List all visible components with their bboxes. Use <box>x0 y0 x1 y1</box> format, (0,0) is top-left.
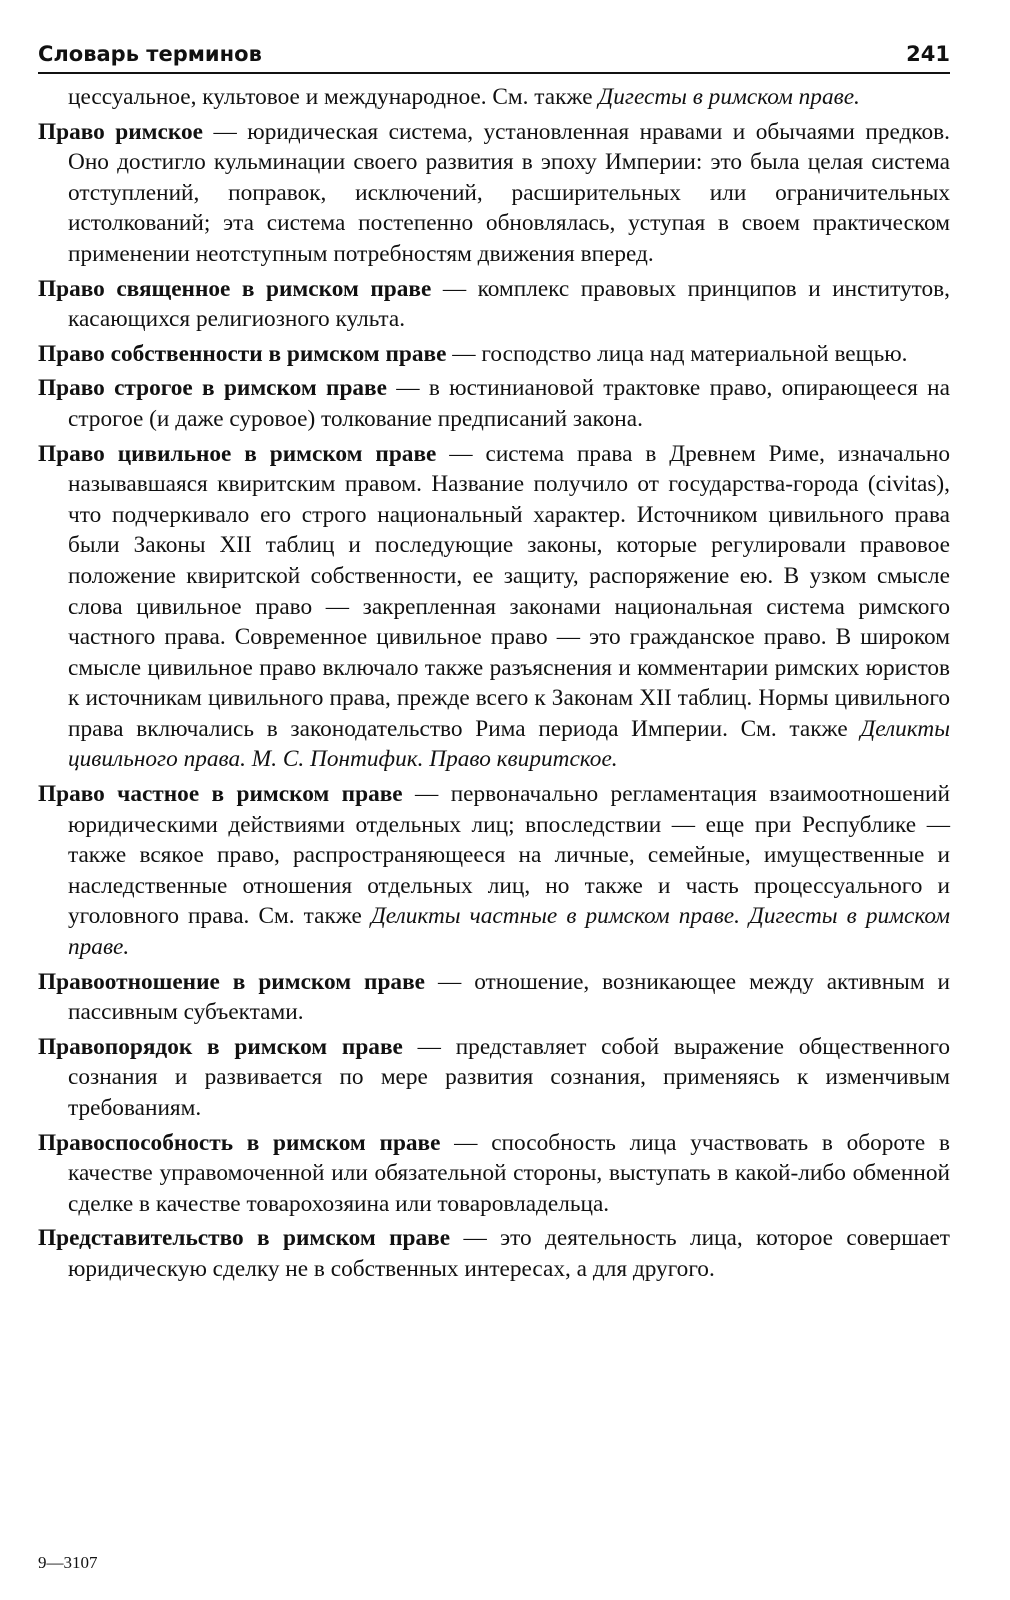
entry-text: цессуальное, культовое и международное. См. также <box>68 84 599 110</box>
entry-term: Представительство в римском праве <box>38 1225 451 1252</box>
cross-reference: Деликты частные в римском праве. Дигесты в римском праве. <box>68 903 950 961</box>
dictionary-page <box>38 40 950 1289</box>
glossary-entry <box>38 274 950 335</box>
running-head <box>38 40 950 74</box>
glossary-entry <box>38 339 950 370</box>
entry-text: — комплекс правовых принципов и институтов, касающихся религиозного культа. <box>68 275 950 333</box>
entry-term: Право собственности в римском праве <box>38 340 447 367</box>
entry-term: Правопорядок в римском праве <box>38 1033 403 1060</box>
glossary-entry <box>38 967 950 1028</box>
glossary-entry <box>38 1223 950 1284</box>
entry-term: Право священное в римском праве <box>38 275 432 302</box>
glossary-entry <box>38 779 950 963</box>
entry-text: — система права в Древнем Риме, изначально называвшаяся квиритским правом. Название получило от государства-города (civitas), что подчеркивало его строго национальный характер. Источником цивильного права были Законы XII таблиц и последующие законы, которые регулировали правовое положение квиритской собственности, ее защиту, распоряжение ею. В узком смысле слова цивильное право — закрепленная законами национальная система римского частного права. Современное цивильное право — это гражданское право. В широком смысле цивильное право включало также разъяснения и комментарии римских юристов к источникам цивильного права, прежде всего к Законам XII таблиц. Нормы цивильного права включались в законодательство Рима периода Империи. См. также <box>68 440 950 742</box>
glossary-body <box>38 82 950 1285</box>
continued-entry <box>38 82 950 113</box>
glossary-entry <box>38 1032 950 1124</box>
entry-text: — господство лица над материальной вещью. <box>446 340 908 367</box>
glossary-entry <box>38 373 950 434</box>
entry-term: Правоотношение в римском праве <box>38 968 426 995</box>
entry-text: — отношение, возникающее между активным и пассивным субъектами. <box>68 968 950 1026</box>
entry-term: Правоспособность в римском праве <box>38 1129 441 1156</box>
entry-term: Право римское <box>38 118 203 145</box>
page-number: 241 <box>906 42 950 66</box>
entry-text: — в юстиниановой трактовке право, опирающееся на строгое (и даже суровое) толкование предписаний закона. <box>68 375 950 432</box>
entry-text: — представляет собой выражение общественного сознания и развивается по мере развития сознания, применяясь к изменчивым требованиям. <box>68 1033 950 1121</box>
entry-text: — юридическая система, установленная нравами и обычаями предков. Оно достигло кульминации своего развития в эпоху Империи: это была целая система отступлений, поправок, исключений, расширительных или ограничительных истолкований; эта система постепенно обновлялась, уступая в своем практическом применении неотступным потребностям движения вперед. <box>68 118 950 267</box>
glossary-entry <box>38 117 950 270</box>
cross-reference: Деликты цивильного права. М. С. Понтифик. Право квиритское. <box>68 715 950 773</box>
entry-term: Право строгое в римском праве <box>38 375 387 402</box>
cross-reference: Дигесты в римском праве. <box>598 84 860 110</box>
entry-text: — это деятельность лица, которое совершает юридическую сделку не в собственных интересах, а для другого. <box>68 1225 950 1282</box>
entry-term: Право частное в римском праве <box>38 781 403 808</box>
entry-text: — первоначально регламентация взаимоотношений юридическими действиями отдельных лиц; впоследствии — еще при Республике — также всякое право, распространяющееся на личные, семейные, имущественные и наследственные отношения отдельных лиц, но также и часть процессуального и уголовного права. См. также <box>68 781 950 930</box>
glossary-entry <box>38 1128 950 1220</box>
entry-text: — способность лица участвовать в обороте в качестве управомоченной или обязательной стороны, выступать в какой-либо обменной сделке в качестве товарохозяина или товаровладельца. <box>68 1129 950 1217</box>
entry-term: Право цивильное в римском праве <box>38 440 437 467</box>
section-title: Словарь терминов <box>38 42 262 66</box>
glossary-entry <box>38 439 950 776</box>
printer-signature: 9—3107 <box>38 1553 98 1572</box>
